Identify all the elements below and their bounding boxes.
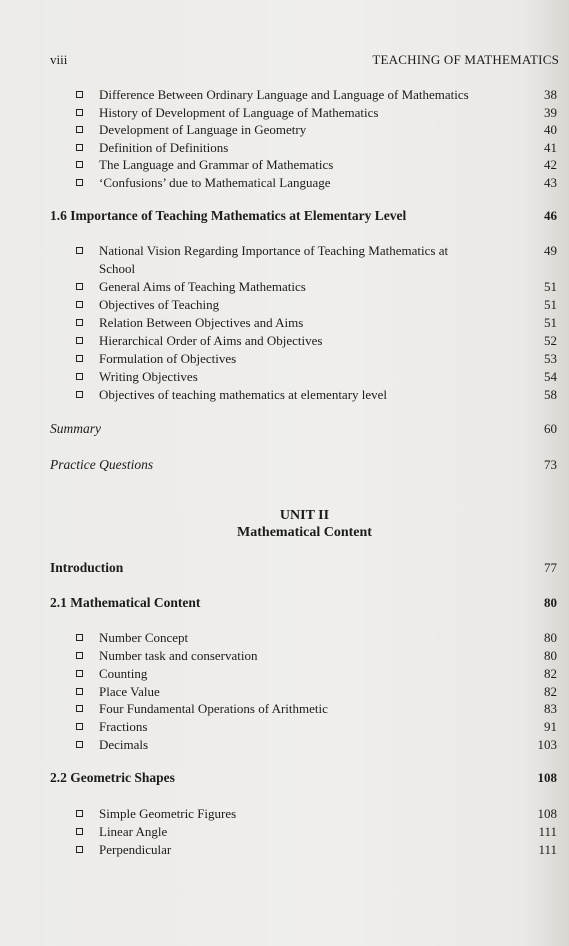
square-bullet-icon <box>76 391 83 398</box>
toc-entry-page: 51 <box>544 279 557 294</box>
toc-entry <box>0 683 569 701</box>
square-bullet-icon <box>76 670 83 677</box>
toc-entry <box>0 121 569 139</box>
toc-entry-title: Perpendicular <box>99 842 172 857</box>
toc-entry-page: 53 <box>544 351 557 366</box>
toc-entry <box>0 174 569 192</box>
square-bullet-icon <box>76 109 83 116</box>
toc-entry-page: 42 <box>544 157 557 172</box>
square-bullet-icon <box>76 126 83 133</box>
toc-entry-title: General Aims of Teaching Mathematics <box>99 279 306 294</box>
toc-entry <box>0 823 569 841</box>
summary-page: 60 <box>544 421 557 436</box>
summary-heading: Summary <box>50 421 101 436</box>
toc-entry-page: 58 <box>544 387 557 402</box>
toc-entry-page: 51 <box>544 297 557 312</box>
toc-entry <box>0 139 569 157</box>
section-page: 46 <box>544 208 557 223</box>
toc-entry-title: Linear Angle <box>99 824 168 839</box>
square-bullet-icon <box>76 337 83 344</box>
toc-entry <box>0 86 569 104</box>
section-page: 80 <box>544 595 557 610</box>
toc-entry-page: 82 <box>544 684 557 699</box>
unit-title: UNIT II <box>279 508 330 523</box>
toc-entry-page: 108 <box>537 806 557 821</box>
introduction-page: 77 <box>544 560 557 575</box>
toc-entry-title: Difference Between Ordinary Language and Language of Mathematics <box>99 87 469 102</box>
square-bullet-icon <box>76 283 83 290</box>
toc-entry-page: 80 <box>544 648 557 663</box>
toc-entry <box>0 296 569 314</box>
toc-entry-title: Simple Geometric Figures <box>99 806 237 821</box>
toc-entry <box>0 242 569 260</box>
toc-entry <box>0 736 569 754</box>
square-bullet-icon <box>76 161 83 168</box>
toc-entry-title: Formulation of Objectives <box>99 351 237 366</box>
toc-entry-page: 80 <box>544 630 557 645</box>
toc-entry <box>0 332 569 350</box>
square-bullet-icon <box>76 91 83 98</box>
square-bullet-icon <box>76 652 83 659</box>
toc-entry-page: 103 <box>537 737 557 752</box>
toc-entry <box>0 647 569 665</box>
square-bullet-icon <box>76 634 83 641</box>
toc-entry-title-continued: School <box>99 261 136 276</box>
toc-entry <box>0 629 569 647</box>
toc-entry-title: Counting <box>99 666 148 681</box>
section-heading: 1.6 Importance of Teaching Mathematics at Elementary Level <box>50 208 407 223</box>
introduction-heading: Introduction <box>50 560 124 575</box>
toc-entry-title: Writing Objectives <box>99 369 198 384</box>
toc-entry-title: Relation Between Objectives and Aims <box>99 315 304 330</box>
toc-entry-page: 82 <box>544 666 557 681</box>
toc-entry-page: 40 <box>544 122 557 137</box>
toc-entry-page: 39 <box>544 105 557 120</box>
toc-entry-page: 51 <box>544 315 557 330</box>
toc-entry-page: 111 <box>538 824 557 839</box>
square-bullet-icon <box>76 723 83 730</box>
toc-entry <box>0 368 569 386</box>
toc-entry <box>0 665 569 683</box>
section-heading: 2.1 Mathematical Content <box>50 595 201 610</box>
square-bullet-icon <box>76 247 83 254</box>
square-bullet-icon <box>76 846 83 853</box>
square-bullet-icon <box>76 144 83 151</box>
practice-questions-page: 73 <box>544 457 557 472</box>
toc-entry <box>0 386 569 404</box>
toc-entry <box>0 805 569 823</box>
square-bullet-icon <box>76 828 83 835</box>
toc-entry-title: The Language and Grammar of Mathematics <box>99 157 334 172</box>
toc-entry-title: Decimals <box>99 737 149 752</box>
toc-entry-page: 43 <box>544 175 557 190</box>
square-bullet-icon <box>76 810 83 817</box>
toc-entry-title: Number task and conservation <box>99 648 258 663</box>
square-bullet-icon <box>76 705 83 712</box>
practice-questions-heading: Practice Questions <box>50 457 154 472</box>
toc-entry-page: 52 <box>544 333 557 348</box>
toc-entry <box>0 278 569 296</box>
toc-entry-page: 111 <box>538 842 557 857</box>
page-number-roman: viii <box>50 52 68 67</box>
toc-entry <box>0 104 569 122</box>
square-bullet-icon <box>76 301 83 308</box>
toc-entry-title: Number Concept <box>99 630 189 645</box>
running-head-title: TEACHING OF MATHEMATICS <box>372 52 559 67</box>
toc-entry-title: Place Value <box>99 684 160 699</box>
square-bullet-icon <box>76 688 83 695</box>
toc-entry-title: Hierarchical Order of Aims and Objectives <box>99 333 323 348</box>
toc-entry-title: Fractions <box>99 719 148 734</box>
toc-entry-page: 83 <box>544 701 557 716</box>
toc-entry <box>0 841 569 859</box>
toc-entry <box>0 718 569 736</box>
toc-entry-title: Development of Language in Geometry <box>99 122 307 137</box>
toc-entry-title: ‘Confusions’ due to Mathematical Language <box>99 175 331 190</box>
toc-entry-title: Definition of Definitions <box>99 140 229 155</box>
toc-entry-page: 91 <box>544 719 557 734</box>
toc-entry-continued <box>0 260 569 278</box>
section-page: 108 <box>537 770 557 785</box>
square-bullet-icon <box>76 179 83 186</box>
toc-entry-title: Objectives of Teaching <box>99 297 220 312</box>
toc-entry <box>0 700 569 718</box>
toc-entry <box>0 314 569 332</box>
toc-entry <box>0 350 569 368</box>
toc-entry-title: History of Development of Language of Mathematics <box>99 105 379 120</box>
square-bullet-icon <box>76 319 83 326</box>
toc-entry-title: Objectives of teaching mathematics at elementary level <box>99 387 388 402</box>
toc-entry-title: Four Fundamental Operations of Arithmetic <box>99 701 328 716</box>
toc-entry-page: 41 <box>544 140 557 155</box>
square-bullet-icon <box>76 373 83 380</box>
toc-entry-title: National Vision Regarding Importance of Teaching Mathematics at <box>99 243 449 258</box>
toc-entry-page: 49 <box>544 243 557 258</box>
toc-entry <box>0 156 569 174</box>
unit-subtitle: Mathematical Content <box>237 525 372 540</box>
square-bullet-icon <box>76 355 83 362</box>
square-bullet-icon <box>76 741 83 748</box>
section-heading: 2.2 Geometric Shapes <box>50 770 175 785</box>
toc-entry-page: 38 <box>544 87 557 102</box>
toc-entry-page: 54 <box>544 369 557 384</box>
